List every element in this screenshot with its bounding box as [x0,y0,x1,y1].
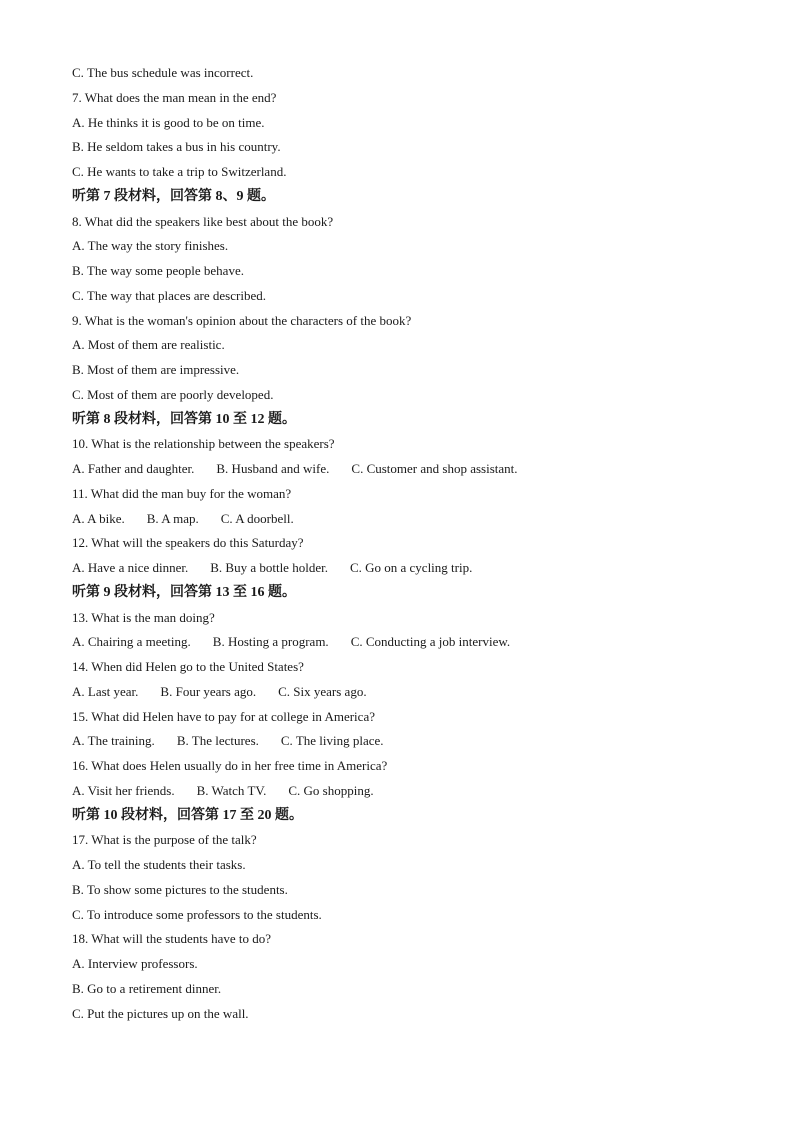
answer-option: C. Customer and shop assistant. [351,461,518,476]
question-text: 13. What is the man doing? [72,609,215,625]
answer-option: C. A doorbell. [220,510,294,526]
answer-option: A. He thinks it is good to be on time. [72,114,265,130]
answer-option: A. Father and daughter. [72,461,195,476]
question-text: 11. What did the man buy for the woman? [72,485,292,501]
answer-options-row [72,631,732,656]
answer-option: A. Visit her friends. [72,782,175,798]
answer-options-row [72,458,732,483]
answer-option: B. Watch TV. [196,782,267,798]
answer-option: C. Conducting a job interview. [350,634,511,650]
answer-option: B. Four years ago. [160,683,257,699]
answer-options-row [72,557,732,582]
question-text: 10. What is the relationship between the speakers? [72,436,335,452]
answer-option: A. To tell the students their tasks. [72,857,246,872]
answer-option: C. Go shopping. [288,782,374,798]
answer-option: B. The lectures. [176,733,259,749]
answer-option: B. Hosting a program. [212,634,329,650]
answer-option: C. To introduce some professors to the students. [72,906,322,922]
answer-option: A. Have a nice dinner. [72,560,189,575]
question-text: 15. What did Helen have to pay for at college in America? [72,708,375,724]
answer-option: B. He seldom takes a bus in his country. [72,139,281,155]
answer-option: C. Most of them are poorly developed. [72,386,274,402]
answer-option: B. To show some pictures to the students. [72,881,288,897]
question-text: 9. What is the woman's opinion about the characters of the book? [72,312,412,328]
section-heading: 听第 8 段材料，回答第 10 至 12 题。 [72,411,296,427]
section-heading: 听第 10 段材料，回答第 17 至 20 题。 [72,807,303,823]
question-text: 7. What does the man mean in the end? [72,89,277,105]
question-text: 14. When did Helen go to the United States? [72,659,304,674]
question-text: 8. What did the speakers like best about the book? [72,213,334,229]
answer-option: C. The bus schedule was incorrect. [72,65,254,80]
answer-option: A. Interview professors. [72,956,198,971]
answer-option: C. Go on a cycling trip. [349,560,473,575]
answer-option: A. The way the story finishes. [72,238,229,254]
answer-option: C. The living place. [280,733,384,749]
answer-option: C. Six years ago. [278,683,367,699]
answer-options-row [72,730,732,755]
document-page [72,62,732,1027]
answer-option: B. The way some people behave. [72,263,244,278]
section-heading: 听第 7 段材料，回答第 8、9 题。 [72,188,275,204]
answer-option: C. He wants to take a trip to Switzerland. [72,164,287,179]
question-text: 12. What will the speakers do this Saturday? [72,535,304,551]
answer-options-row [72,780,732,805]
question-text: 17. What is the purpose of the talk? [72,832,257,848]
answer-option: B. Go to a retirement dinner. [72,980,222,996]
answer-option: B. Most of them are impressive. [72,362,240,377]
answer-option: B. Husband and wife. [216,461,330,476]
answer-option: A. Most of them are realistic. [72,337,225,353]
answer-option: B. Buy a bottle holder. [210,560,328,575]
answer-option: A. Last year. [72,683,139,699]
question-text: 16. What does Helen usually do in her free time in America? [72,758,388,773]
answer-options-row [72,681,732,706]
answer-option: A. Chairing a meeting. [72,634,191,650]
answer-option: C. Put the pictures up on the wall. [72,1005,249,1021]
answer-option: A. The training. [72,733,155,749]
answer-option: B. A map. [146,510,199,526]
question-text: 18. What will the students have to do? [72,931,272,947]
answer-option: A. A bike. [72,510,125,526]
answer-options-row [72,508,732,533]
answer-option: C. The way that places are described. [72,287,266,303]
section-heading: 听第 9 段材料，回答第 13 至 16 题。 [72,584,296,600]
